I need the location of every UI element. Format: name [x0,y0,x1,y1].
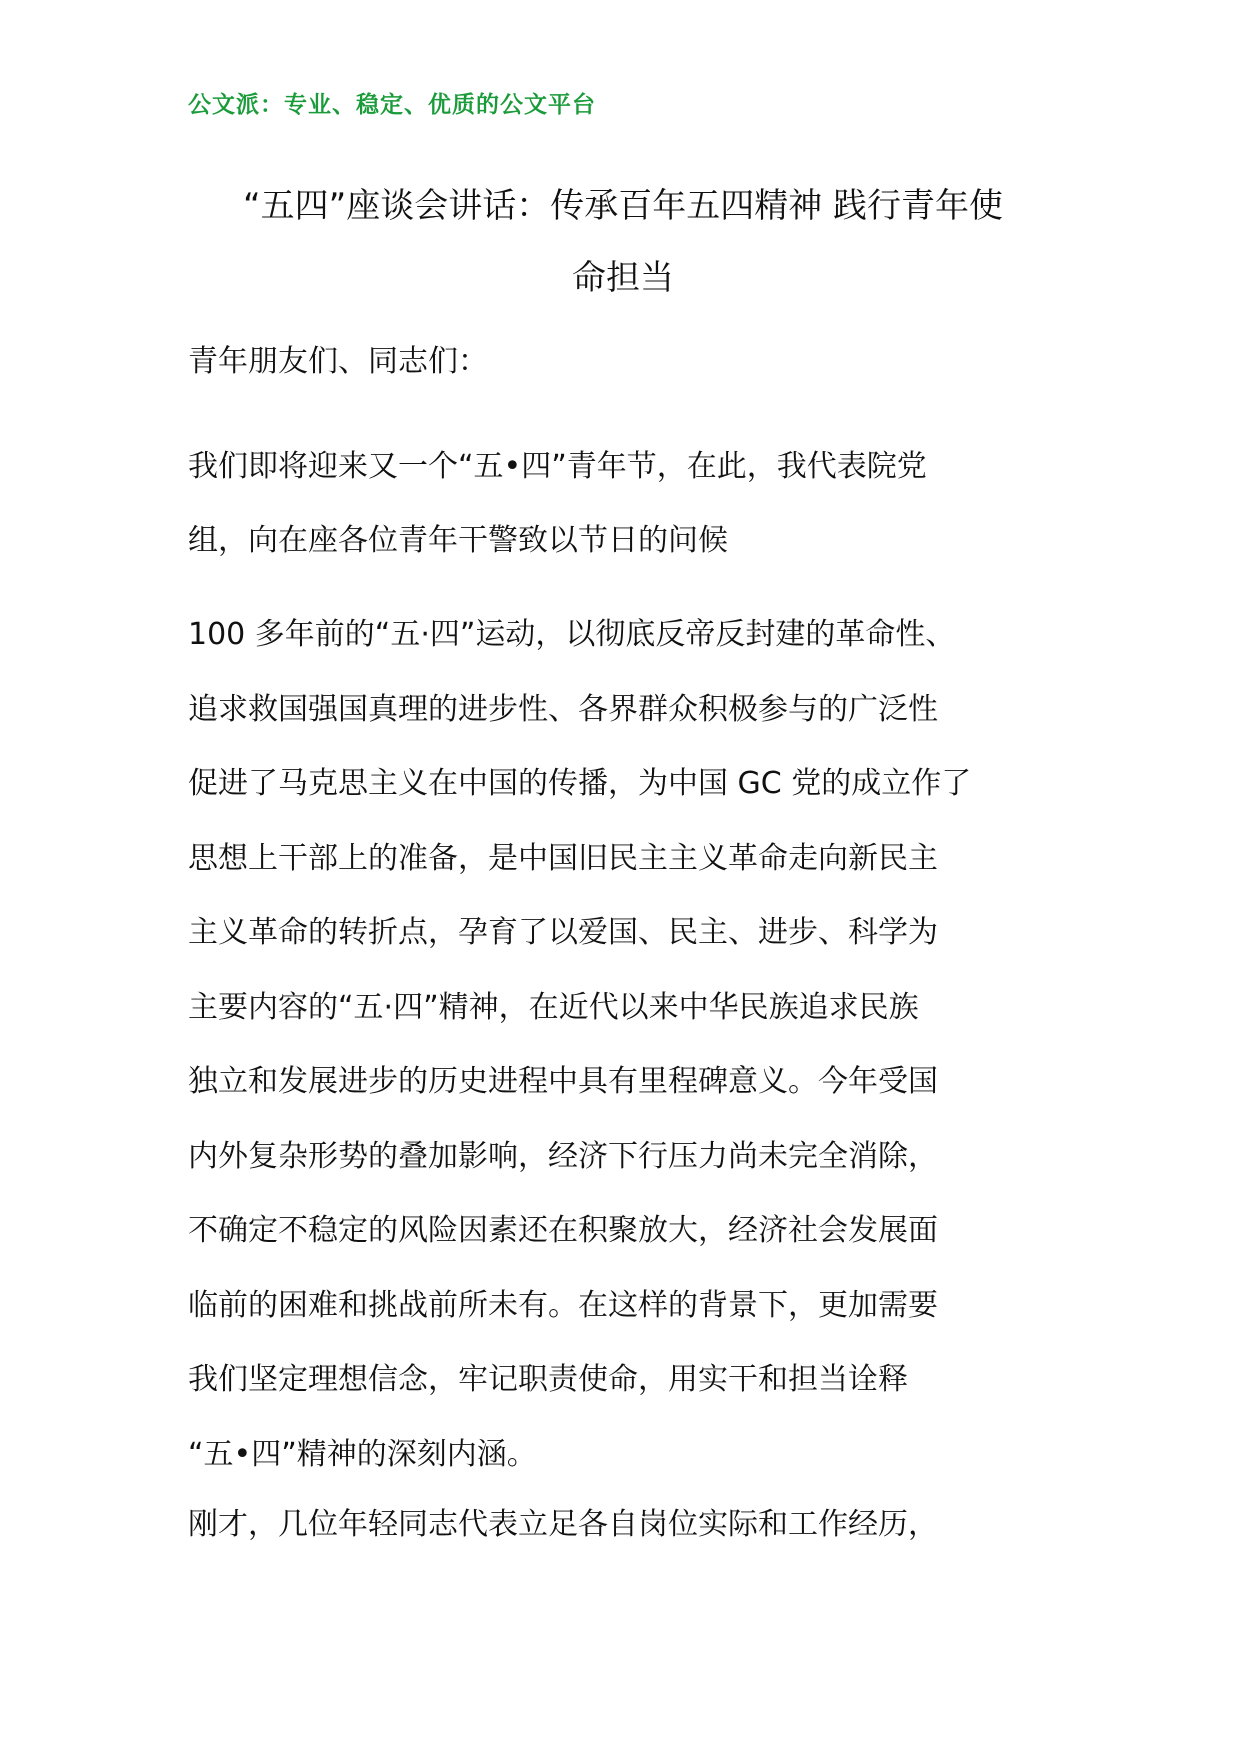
paragraph-2-line: 我们坚定理想信念，牢记职责使命，用实干和担当诠释 [188,1362,908,1397]
paragraph-2-line: 追求救国强国真理的进步性、各界群众积极参与的广泛性 [188,691,938,727]
paragraph-2-line: 100 多年前的“五·四”运动，以彻底反帝反封建的革命性、 [188,617,956,652]
paragraph-1-line: 组，向在座各位青年干警致以节日的问候 [188,523,728,558]
document-title [188,170,1058,314]
paragraph-2-line: 独立和发展进步的历史进程中具有里程碑意义。今年受国 [188,1064,938,1099]
title-line-1: “五四”座谈会讲话：传承百年五四精神 践行青年使 [242,186,1004,226]
paragraph-2-line: 不确定不稳定的风险因素还在积聚放大，经济社会发展面 [188,1213,938,1248]
paragraph-2-line: 主义革命的转折点，孕育了以爱国、民主、进步、科学为 [188,915,938,950]
salutation: 青年朋友们、同志们： [188,344,488,379]
paragraph-1-line: 我们即将迎来又一个“五•四”青年节，在此，我代表院党 [188,449,927,484]
paragraph-2-line: 临前的困难和挑战前所未有。在这样的背景下，更加需要 [188,1287,938,1323]
paragraph-3-line: 刚才，几位年轻同志代表立足各自岗位实际和工作经历， [188,1507,938,1542]
paragraph-2 [188,598,1068,1492]
paragraph-2-line: “五•四”精神的深刻内涵。 [188,1436,537,1472]
paragraph-1 [188,430,1068,578]
paragraph-3 [188,1505,1068,1545]
paragraph-2-line: 促进了马克思主义在中国的传播，为中国 GC 党的成立作了 [188,766,972,801]
paragraph-2-line: 主要内容的“五·四”精神，在近代以来中华民族追求民族 [188,989,919,1025]
title-line-2: 命担当 [572,258,674,298]
header-brand: 公文派：专业、稳定、优质的公文平台 [188,91,596,118]
paragraph-2-line: 思想上干部上的准备，是中国旧民主主义革命走向新民主 [188,840,938,876]
paragraph-2-line: 内外复杂形势的叠加影响，经济下行压力尚未完全消除， [188,1138,938,1174]
